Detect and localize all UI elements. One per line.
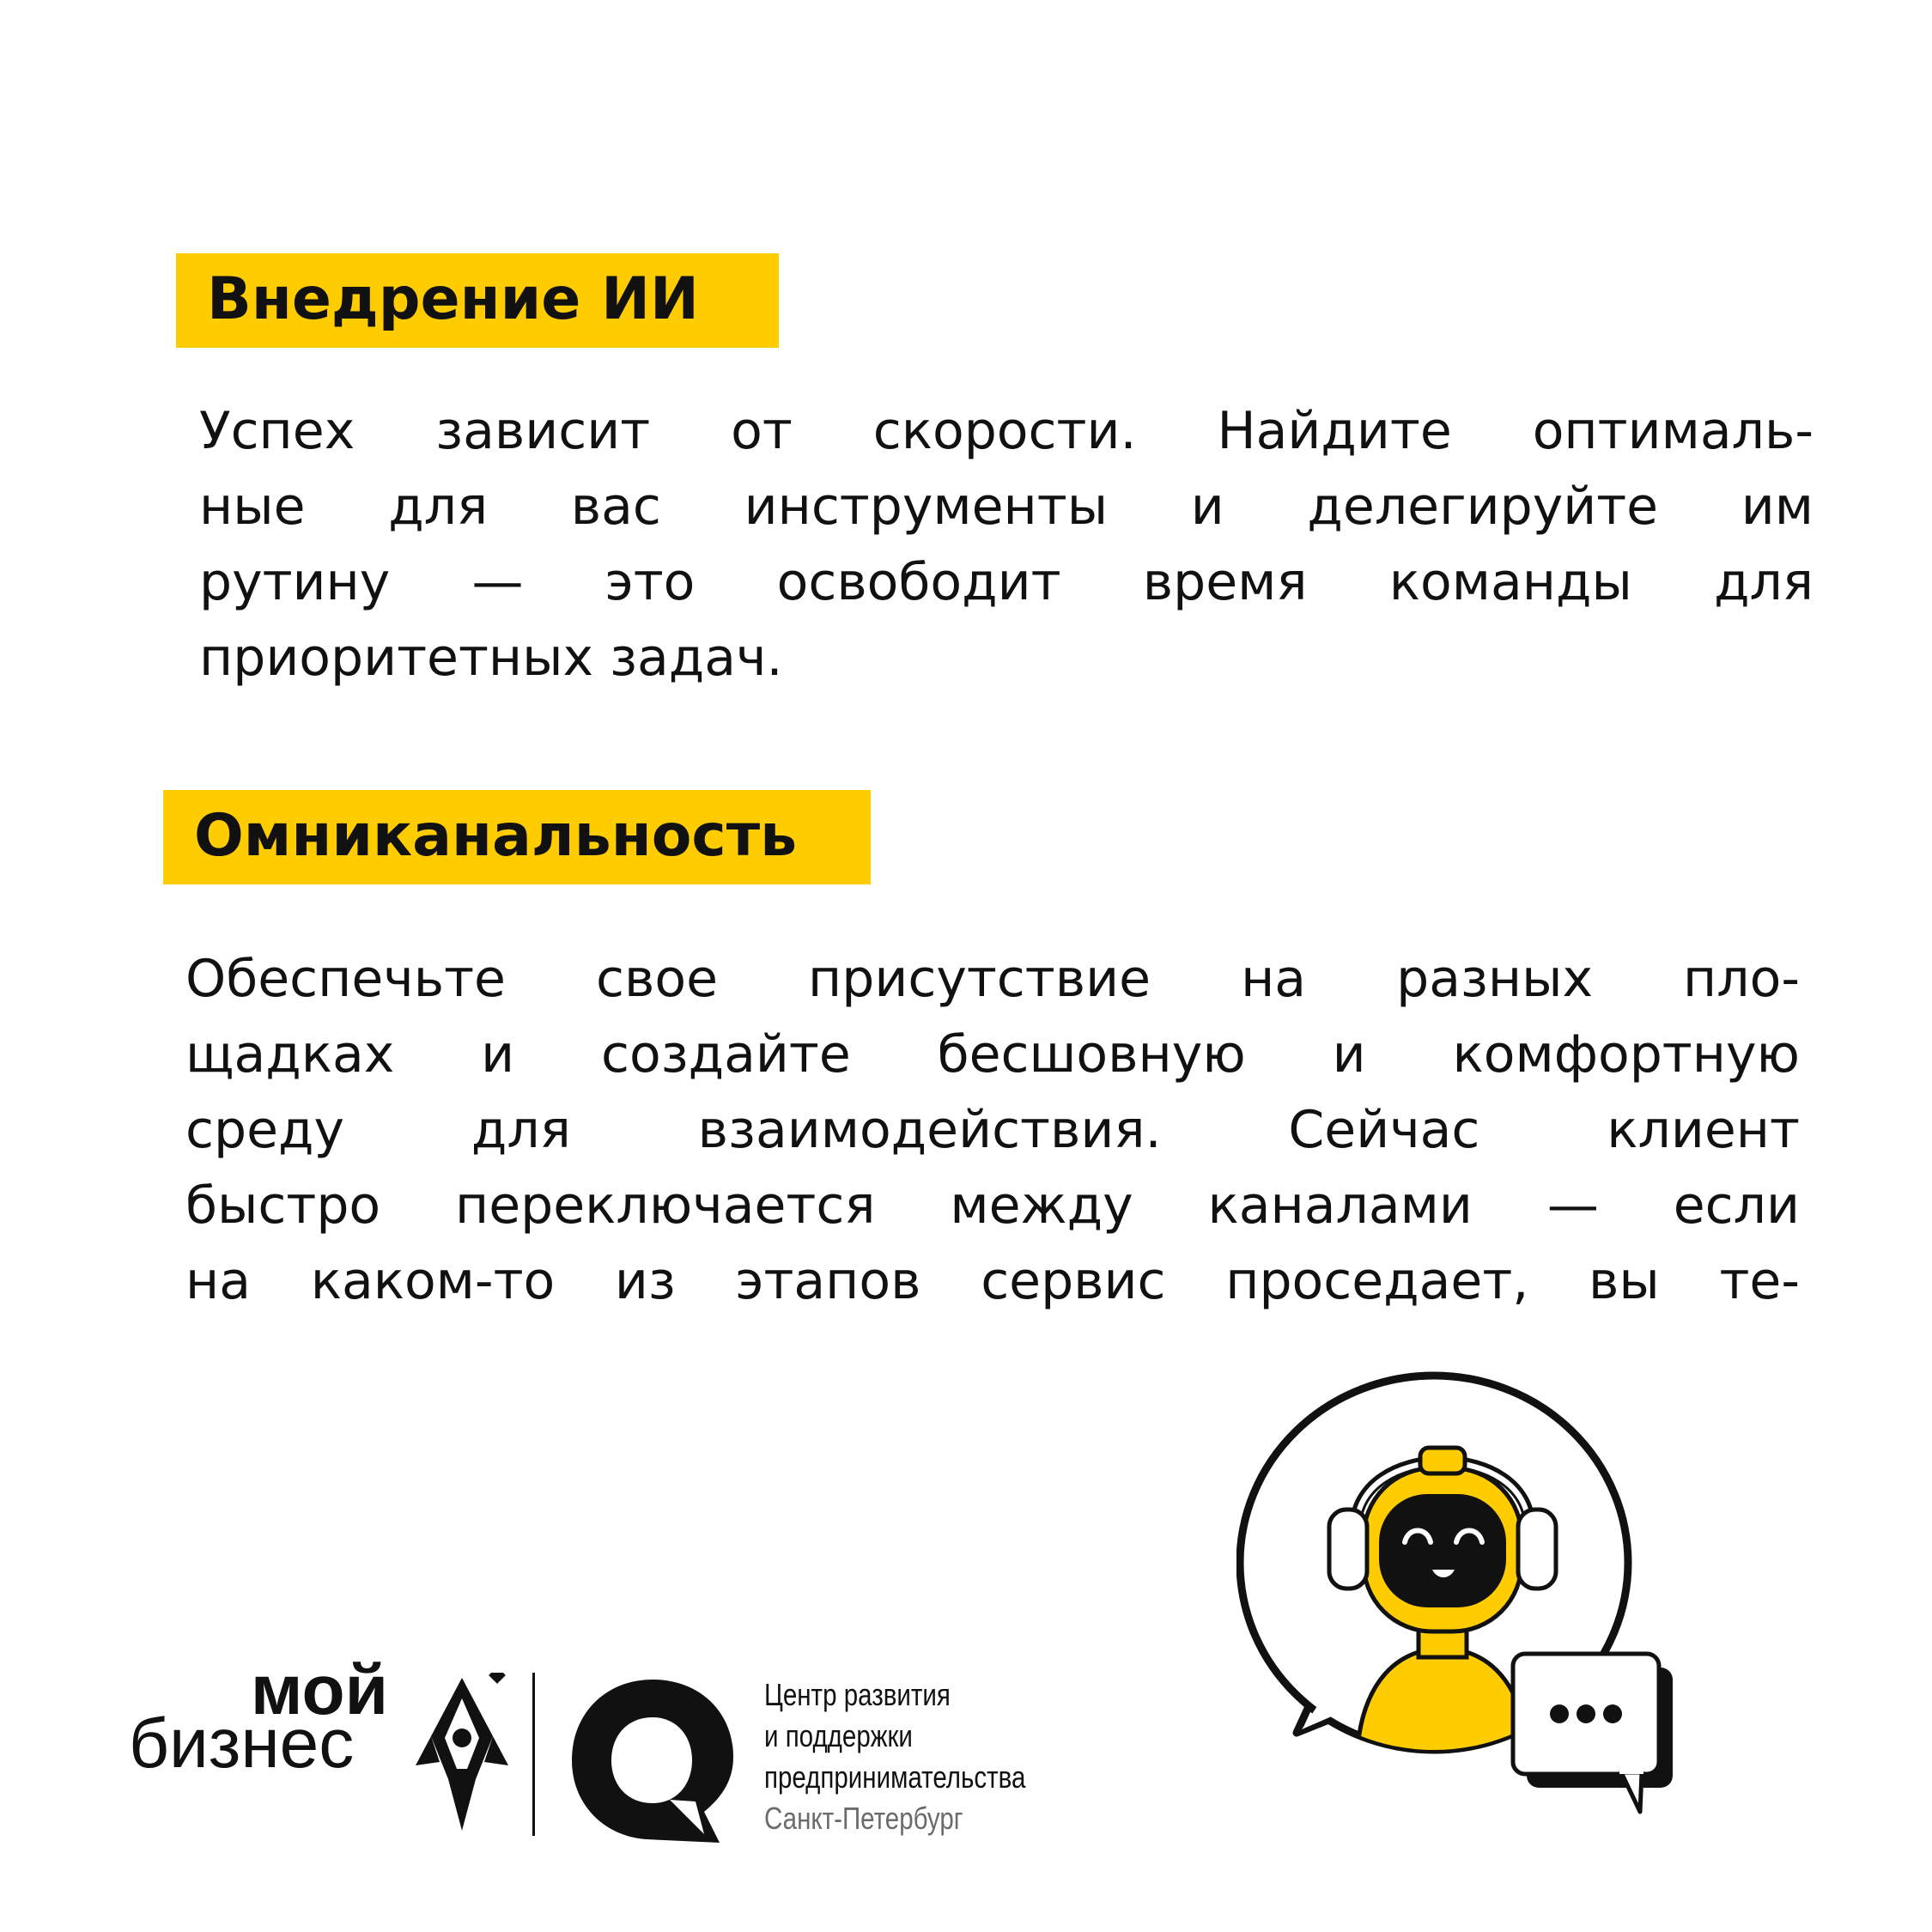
center-support-logo-text bbox=[764, 1674, 1025, 1839]
paragraph-line: на каком-то из этапов сервис проседает, вы те- bbox=[185, 1251, 1800, 1311]
paragraph-line: рутину — это освободит время команды для bbox=[199, 552, 1814, 612]
paragraph-line: быстро переключается между каналами — если bbox=[185, 1176, 1800, 1236]
paragraph-omnichannel bbox=[185, 941, 1800, 1319]
center-text-line: предпринимательства bbox=[764, 1759, 1026, 1795]
heading-omnichannel: Омниканальность bbox=[163, 790, 871, 884]
moy-biznes-logo bbox=[129, 1651, 412, 1801]
paragraph-line: приоритетных задач. bbox=[199, 628, 783, 688]
logo-divider bbox=[532, 1673, 535, 1836]
rocket-icon bbox=[410, 1673, 513, 1836]
logo-word-moy: мой bbox=[250, 1651, 388, 1729]
robot-headphones-icon bbox=[1236, 1365, 1743, 1820]
paragraph-line: среду для взаимодействия. Сейчас клиент bbox=[185, 1100, 1800, 1160]
paragraph-line: Обеспечьте свое присутствие на разных пло- bbox=[185, 949, 1800, 1009]
paragraph-line: щадках и создайте бесшовную и комфортную bbox=[185, 1024, 1800, 1084]
center-text-line: Центр развития bbox=[764, 1677, 951, 1712]
center-text-line: и поддержки bbox=[764, 1718, 913, 1753]
heading-ai-adoption: Внедрение ИИ bbox=[176, 253, 779, 348]
logo-word-biznes: бизнес bbox=[129, 1704, 355, 1783]
chat-dots-icon bbox=[1513, 1654, 1673, 1812]
paragraph-line: Успех зависит от скорости. Найдите оптималь- bbox=[199, 401, 1814, 461]
paragraph-ai-adoption bbox=[199, 393, 1814, 696]
speech-bubble-logo-icon bbox=[567, 1674, 738, 1846]
center-text-city: Санкт-Петербург bbox=[764, 1801, 963, 1836]
paragraph-line: ные для вас инструменты и делегируйте им bbox=[199, 477, 1814, 537]
